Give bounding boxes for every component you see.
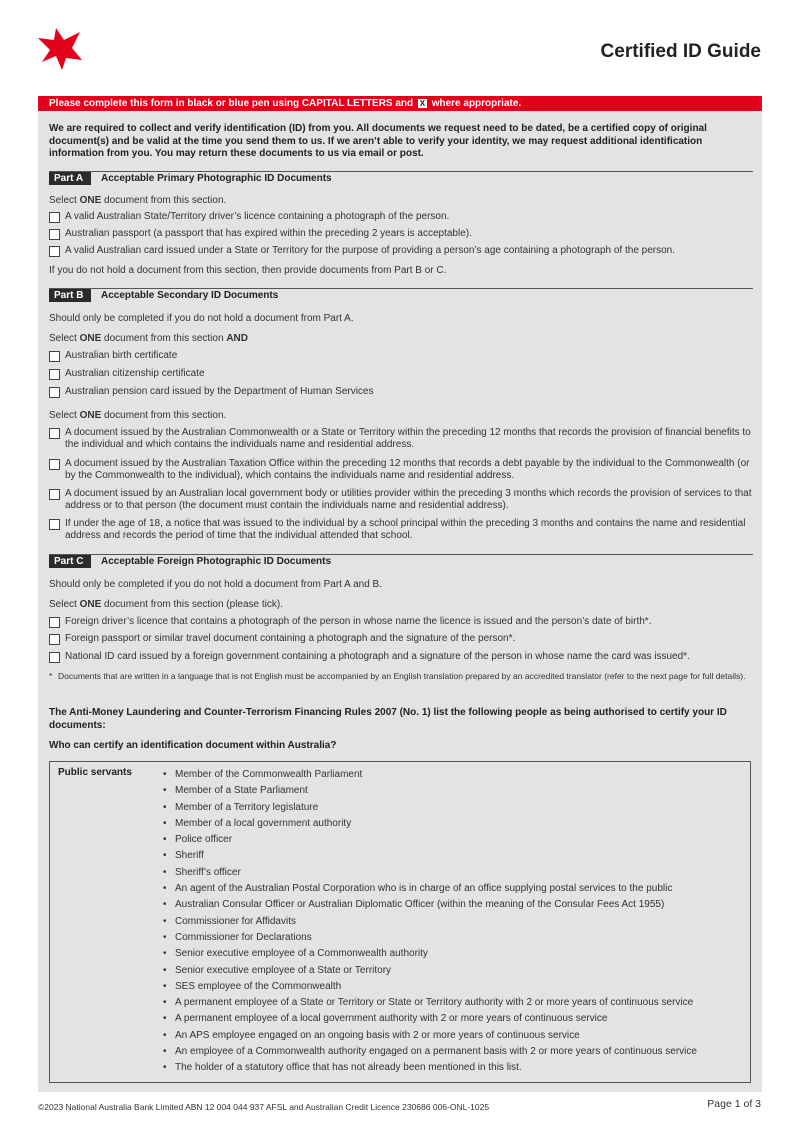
intro-text: We are required to collect and verify identification (ID) from you. All documents we request need to be dated, be a certified copy of original document(s) and be valid at the time you send them to us. If we aren’t able to verify your identity, we may request additional identification information from you. You may return these documents to us via email or post. bbox=[49, 123, 707, 159]
part-b-option[interactable]: A document issued by the Australian Taxation Office within the preceding 12 months that records a debt payable by the individual to the Commonwealth (or by the Commonwealth to the individual), which contains the individuals name and residential address. bbox=[49, 458, 754, 482]
checkbox[interactable] bbox=[49, 428, 60, 439]
part-c-note: Should only be completed if you do not hold a document from Part A and B. bbox=[49, 579, 382, 590]
public-servants-list bbox=[163, 767, 697, 1077]
list-item: • Commissioner for Affidavits bbox=[163, 914, 697, 930]
legal-footer: ©2023 National Australia Bank Limited ABN 12 004 044 937 AFSL and Australian Credit Licence 230686 006-ONL-1025 bbox=[38, 1102, 490, 1112]
part-c-tag: Part C bbox=[49, 555, 91, 568]
part-c-option[interactable]: Foreign driver’s licence that contains a photograph of the person in whose name the licence is issued and the person’s date of birth*. bbox=[49, 616, 754, 628]
part-c-option[interactable]: Foreign passport or similar travel document containing a photograph and the signature of the person*. bbox=[49, 633, 754, 645]
list-item: • Member of the Commonwealth Parliament bbox=[163, 767, 697, 783]
nab-star-logo-icon bbox=[36, 26, 84, 72]
checkbox[interactable] bbox=[49, 489, 60, 500]
part-b-option[interactable]: If under the age of 18, a notice that was issued to the individual by a school principal within the preceding 3 months and contains the name and residential address and records the period of time that the individual attended that school. bbox=[49, 518, 754, 542]
list-item: • Australian Consular Officer or Australian Diplomatic Officer (within the meaning of the Consular Fees Act 1955) bbox=[163, 897, 697, 913]
part-b-option[interactable]: A document issued by an Australian local government body or utilities provider within the preceding 3 months which records the provision of services to that address or to that person (the document must contain the individuals name and residential address). bbox=[49, 488, 754, 512]
list-item: • SES employee of the Commonwealth bbox=[163, 979, 697, 995]
part-a-option[interactable]: A valid Australian State/Territory driver’s licence containing a photograph of the person. bbox=[49, 211, 754, 223]
part-c-select-instruction: Select ONE document from this section (please tick). bbox=[49, 599, 283, 610]
x-mark-icon: X bbox=[419, 98, 426, 108]
checkbox[interactable] bbox=[49, 246, 60, 257]
part-a-title: Acceptable Primary Photographic ID Documents bbox=[101, 173, 332, 184]
list-item: • A permanent employee of a State or Territory or State or Territory authority with 2 or more years of continuous service bbox=[163, 995, 697, 1011]
public-servants-label: Public servants bbox=[58, 767, 132, 778]
part-b-option[interactable]: Australian pension card issued by the Department of Human Services bbox=[49, 386, 754, 398]
checkbox[interactable] bbox=[49, 229, 60, 240]
part-a-select-instruction: Select ONE document from this section. bbox=[49, 195, 227, 206]
checkbox[interactable] bbox=[49, 652, 60, 663]
part-b-select-instruction: Select ONE document from this section AND bbox=[49, 333, 248, 344]
list-item: • Sheriff bbox=[163, 848, 697, 864]
part-b-note: Should only be completed if you do not hold a document from Part A. bbox=[49, 313, 354, 324]
page-title: Certified ID Guide bbox=[600, 41, 761, 62]
part-b-option[interactable]: Australian birth certificate bbox=[49, 350, 754, 362]
part-b-option[interactable]: A document issued by the Australian Commonwealth or a State or Territory within the preceding 12 months that records the provision of financial benefits to the individual and which contains the individuals name and residential address. bbox=[49, 427, 754, 451]
list-item: • Sheriff’s officer bbox=[163, 865, 697, 881]
checkbox[interactable] bbox=[49, 519, 60, 530]
list-item: • An APS employee engaged on an ongoing basis with 2 or more years of continuous service bbox=[163, 1028, 697, 1044]
rules-heading: The Anti-Money Laundering and Counter-Terrorism Financing Rules 2007 (No. 1) list the following people as being authorised to certify your ID documents: bbox=[49, 707, 727, 731]
part-b-tag: Part B bbox=[49, 289, 91, 302]
part-a-tag: Part A bbox=[49, 172, 91, 185]
checkbox[interactable] bbox=[49, 459, 60, 470]
checkbox[interactable] bbox=[49, 351, 60, 362]
list-item: • Senior executive employee of a State or Territory bbox=[163, 963, 697, 979]
part-a-note: If you do not hold a document from this section, then provide documents from Part B or C. bbox=[49, 265, 447, 276]
part-c-option[interactable]: National ID card issued by a foreign government containing a photograph and a signature of the person in whose name the card was issued*. bbox=[49, 651, 754, 663]
part-a-option[interactable]: A valid Australian card issued under a State or Territory for the purpose of providing a person’s age containing a photograph of the person. bbox=[49, 245, 754, 257]
part-c-title: Acceptable Foreign Photographic ID Documents bbox=[101, 556, 332, 567]
checkbox[interactable] bbox=[49, 634, 60, 645]
checkbox[interactable] bbox=[49, 369, 60, 380]
banner-text-before: Please complete this form in black or blue pen using CAPITAL LETTERS and bbox=[49, 98, 414, 109]
public-servants-table bbox=[49, 761, 751, 1083]
list-item: • Member of a local government authority bbox=[163, 816, 697, 832]
list-item: • Senior executive employee of a Commonwealth authority bbox=[163, 946, 697, 962]
list-item: • Police officer bbox=[163, 832, 697, 848]
part-b-title: Acceptable Secondary ID Documents bbox=[101, 290, 279, 301]
part-b-select-instruction-2: Select ONE document from this section. bbox=[49, 410, 227, 421]
page-number: Page 1 of 3 bbox=[707, 1098, 761, 1110]
banner-text-after: where appropriate. bbox=[431, 98, 522, 109]
list-item: • Member of a Territory legislature bbox=[163, 800, 697, 816]
who-can-certify-heading: Who can certify an identification document within Australia? bbox=[49, 740, 337, 751]
instruction-banner bbox=[38, 96, 762, 111]
list-item: • Member of a State Parliament bbox=[163, 783, 697, 799]
checkbox[interactable] bbox=[49, 617, 60, 628]
translation-footnote: * Documents that are written in a language that is not English must be accompanied by an English translation prepared by an accredited translator (refer to the next page for full details). bbox=[49, 671, 746, 681]
checkbox[interactable] bbox=[49, 212, 60, 223]
part-a-option[interactable]: Australian passport (a passport that has expired within the preceding 2 years is acceptable). bbox=[49, 228, 754, 240]
list-item: • A permanent employee of a local government authority with 2 or more years of continuous service bbox=[163, 1011, 697, 1027]
list-item: • The holder of a statutory office that has not already been mentioned in this list. bbox=[163, 1060, 697, 1076]
list-item: • An employee of a Commonwealth authority engaged on a permanent basis with 2 or more years of continuous service bbox=[163, 1044, 697, 1060]
list-item: • Commissioner for Declarations bbox=[163, 930, 697, 946]
part-b-option[interactable]: Australian citizenship certificate bbox=[49, 368, 754, 380]
list-item: • An agent of the Australian Postal Corporation who is in charge of an office supplying postal services to the public bbox=[163, 881, 697, 897]
checkbox[interactable] bbox=[49, 387, 60, 398]
